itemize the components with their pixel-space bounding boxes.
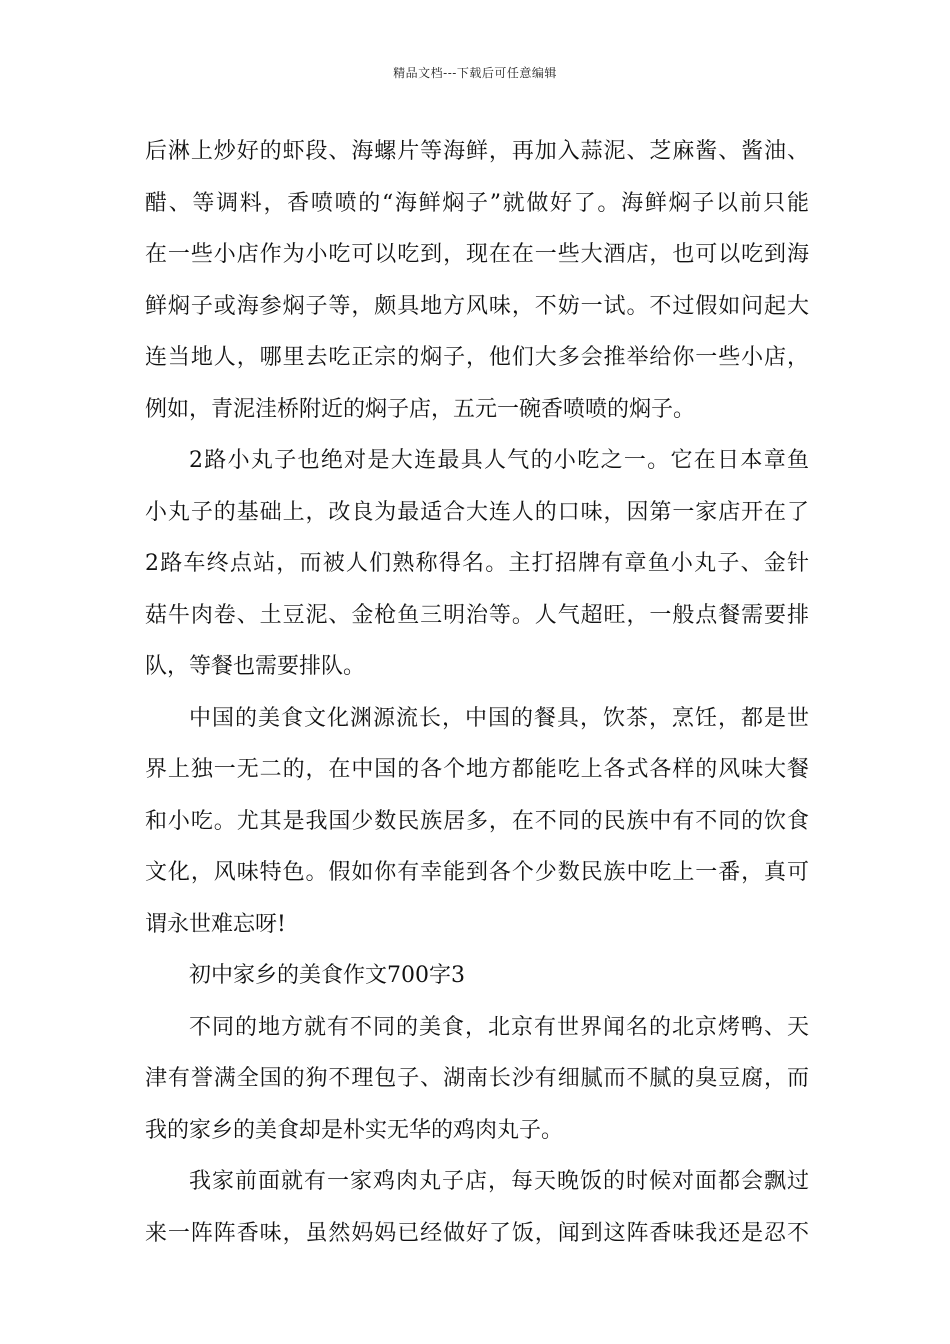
text-line: 2路车终点站，而被人们熟称得名。主打招牌有章鱼小丸子、金针	[145, 551, 809, 576]
text-line: 队，等餐也需要排队。	[145, 654, 366, 679]
body-text	[145, 126, 809, 1259]
text-line: 鲜焖子或海参焖子等，颇具地方风味，不妨一试。不过假如问起大	[145, 293, 809, 319]
text-line: 文化，风味特色。假如你有幸能到各个少数民族中吃上一番，真可	[145, 860, 809, 885]
text-line: 我的家乡的美食却是朴实无华的鸡肉丸子。	[145, 1117, 564, 1143]
text-line: 在一些小店作为小吃可以吃到，现在在一些大酒店，也可以吃到海	[145, 242, 809, 267]
text-line: 2路小丸子也绝对是大连最具人气的小吃之一。它在日本章鱼	[189, 448, 809, 473]
text-line: 和小吃。尤其是我国少数民族居多，在不同的民族中有不同的饮食	[145, 808, 809, 834]
text-line: 后淋上炒好的虾段、海螺片等海鲜，再加入蒜泥、芝麻酱、酱油、	[145, 139, 809, 164]
text-line: 菇牛肉卷、土豆泥、金枪鱼三明治等。人气超旺，一般点餐需要排	[145, 602, 809, 628]
text-line: 界上独一无二的，在中国的各个地方都能吃上各式各样的风味大餐	[145, 757, 809, 782]
text-line: 我家前面就有一家鸡肉丸子店，每天晚饭的时候对面都会飘过	[189, 1169, 809, 1194]
text-line: 连当地人，哪里去吃正宗的焖子，他们大多会推举给你一些小店，	[145, 345, 809, 370]
text-line: 来一阵阵香味，虽然妈妈已经做好了饭，闻到这阵香味我还是忍不	[145, 1220, 809, 1246]
text-line: 津有誉满全国的狗不理包子、湖南长沙有细腻而不腻的臭豆腐，而	[145, 1066, 809, 1091]
text-line: 初中家乡的美食作文700字3	[189, 963, 465, 988]
page-header: 精品文档---下载后可任意编辑	[393, 66, 557, 80]
text-line: 不同的地方就有不同的美食，北京有世界闻名的北京烤鸭、天	[189, 1014, 809, 1040]
text-line: 小丸子的基础上，改良为最适合大连人的口味，因第一家店开在了	[145, 499, 809, 525]
text-line: 醋、等调料，香喷喷的“海鲜焖子”就做好了。海鲜焖子以前只能	[145, 190, 809, 216]
text-line: 谓永世难忘呀!	[145, 911, 286, 937]
text-line: 例如，青泥洼桥附近的焖子店，五元一碗香喷喷的焖子。	[145, 396, 696, 422]
text-line: 中国的美食文化渊源流长，中国的餐具，饮茶，烹饪，都是世	[189, 705, 809, 731]
